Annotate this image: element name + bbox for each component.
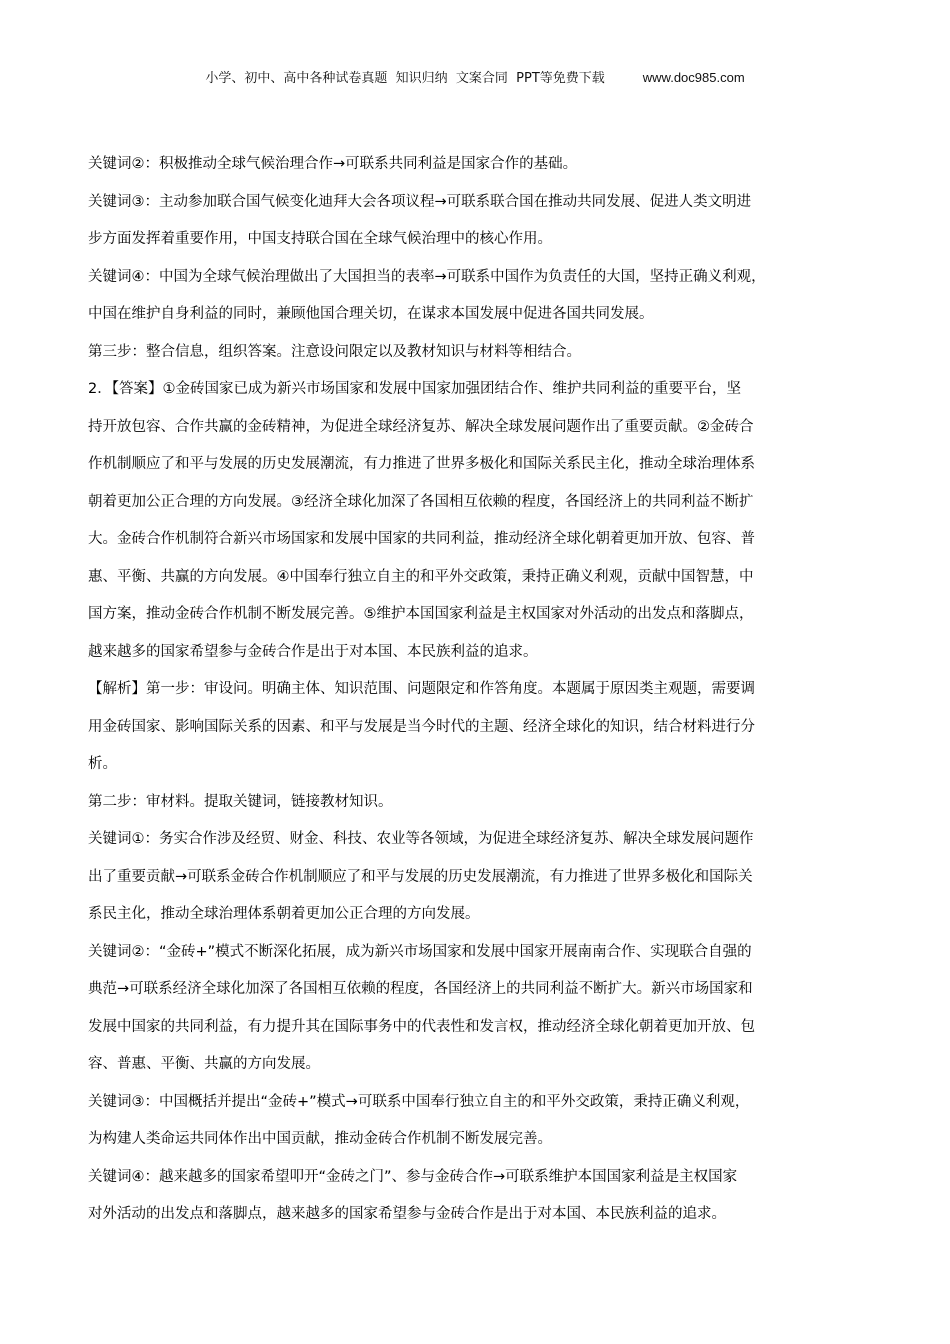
text-line: 出了重要贡献→可联系金砖合作机制顺应了和平与发展的历史发展潮流，有力推进了世界多极化和国际关 (88, 868, 753, 885)
text-line: 用金砖国家、影响国际关系的因素、和平与发展是当今时代的主题、经济全球化的知识，结合材料进行分 (88, 718, 755, 735)
text-line: 朝着更加公正合理的方向发展。③经济全球化加深了各国相互依赖的程度，各国经济上的共同利益不断扩 (88, 493, 754, 510)
analysis-heading-line: 【解析】第一步：审设问。明确主体、知识范围、问题限定和作答角度。本题属于原因类主观题，需要调 (88, 681, 755, 697)
text-line: 持开放包容、合作共赢的金砖精神，为促进全球经济复苏、解决全球发展问题作出了重要贡献。②金砖合 (88, 418, 754, 435)
text-line: 第二步：审材料。提取关键词，链接教材知识。 (88, 793, 393, 810)
text-line: 惠、平衡、共赢的方向发展。④中国奉行独立自主的和平外交政策，秉持正确义利观，贡献中国智慧，中 (88, 568, 754, 585)
text-line: 中国在维护自身利益的同时，兼顾他国合理关切，在谋求本国发展中促进各国共同发展。 (88, 306, 654, 322)
text-line: 步方面发挥着重要作用，中国支持联合国在全球气候治理中的核心作用。 (88, 231, 552, 247)
text-line: 典范→可联系经济全球化加深了各国相互依赖的程度，各国经济上的共同利益不断扩大。新兴市场国家和 (88, 981, 753, 997)
text-line: 系民主化，推动全球治理体系朝着更加公正合理的方向发展。 (88, 906, 480, 922)
text-line: 关键词④：越来越多的国家希望叩开“金砖之门”、参与金砖合作→可联系维护本国国家利益是主权国家 (88, 1168, 738, 1185)
text-line: 作机制顺应了和平与发展的历史发展潮流，有力推进了世界多极化和国际关系民主化，推动全球治理体系 (88, 456, 755, 472)
text-line: 关键词④：中国为全球气候治理做出了大国担当的表率→可联系中国作为负责任的大国，坚持正确义利观， (88, 268, 766, 285)
document-body (88, 153, 868, 1241)
text-line: 关键词③：主动参加联合国气候变化迪拜大会各项议程→可联系联合国在推动共同发展、促进人类文明进 (88, 193, 752, 210)
text-line: 析。 (88, 756, 117, 772)
text-line: 对外活动的出发点和落脚点，越来越多的国家希望参与金砖合作是出于对本国、本民族利益的追求。 (88, 1206, 726, 1222)
text-line: 容、普惠、平衡、共赢的方向发展。 (88, 1056, 320, 1072)
header-url: www.doc985.com (642, 70, 745, 85)
page-header (0, 68, 950, 88)
text-line: 国方案，推动金砖合作机制不断发展完善。⑤维护本国国家利益是主权国家对外活动的出发点和落脚点， (88, 606, 754, 622)
text-line: 发展中国家的共同利益，有力提升其在国际事务中的代表性和发言权，推动经济全球化朝着更加开放、包 (88, 1018, 755, 1035)
text-line: 越来越多的国家希望参与金砖合作是出于对本国、本民族利益的追求。 (88, 643, 538, 660)
text-line: 关键词③：中国概括并提出“金砖+”模式→可联系中国奉行独立自主的和平外交政策，秉持正确义利观， (88, 1093, 750, 1110)
text-line: 关键词①：务实合作涉及经贸、财金、科技、农业等各领域，为促进全球经济复苏、解决全球发展问题作 (88, 831, 754, 847)
text-line: 关键词②：“金砖+”模式不断深化拓展，成为新兴市场国家和发展中国家开展南南合作、实现联合自强的 (88, 943, 752, 960)
text-line: 大。金砖合作机制符合新兴市场国家和发展中国家的共同利益，推动经济全球化朝着更加开放、包容、普 (88, 531, 755, 547)
text-line: 关键词②：积极推动全球气候治理合作→可联系共同利益是国家合作的基础。 (88, 156, 578, 172)
text-line: 第三步：整合信息，组织答案。注意设问限定以及教材知识与材料等相结合。 (88, 343, 581, 360)
answer-heading-line: 2．【答案】①金砖国家已成为新兴市场国家和发展中国家加强团结合作、维护共同利益的重要平台，坚 (88, 381, 741, 397)
header-text: 小学、初中、高中各种试卷真题 知识归纳 文案合同 PPT等免费下载 (205, 71, 605, 86)
text-line: 为构建人类命运共同体作出中国贡献，推动金砖合作机制不断发展完善。 (88, 1131, 552, 1147)
